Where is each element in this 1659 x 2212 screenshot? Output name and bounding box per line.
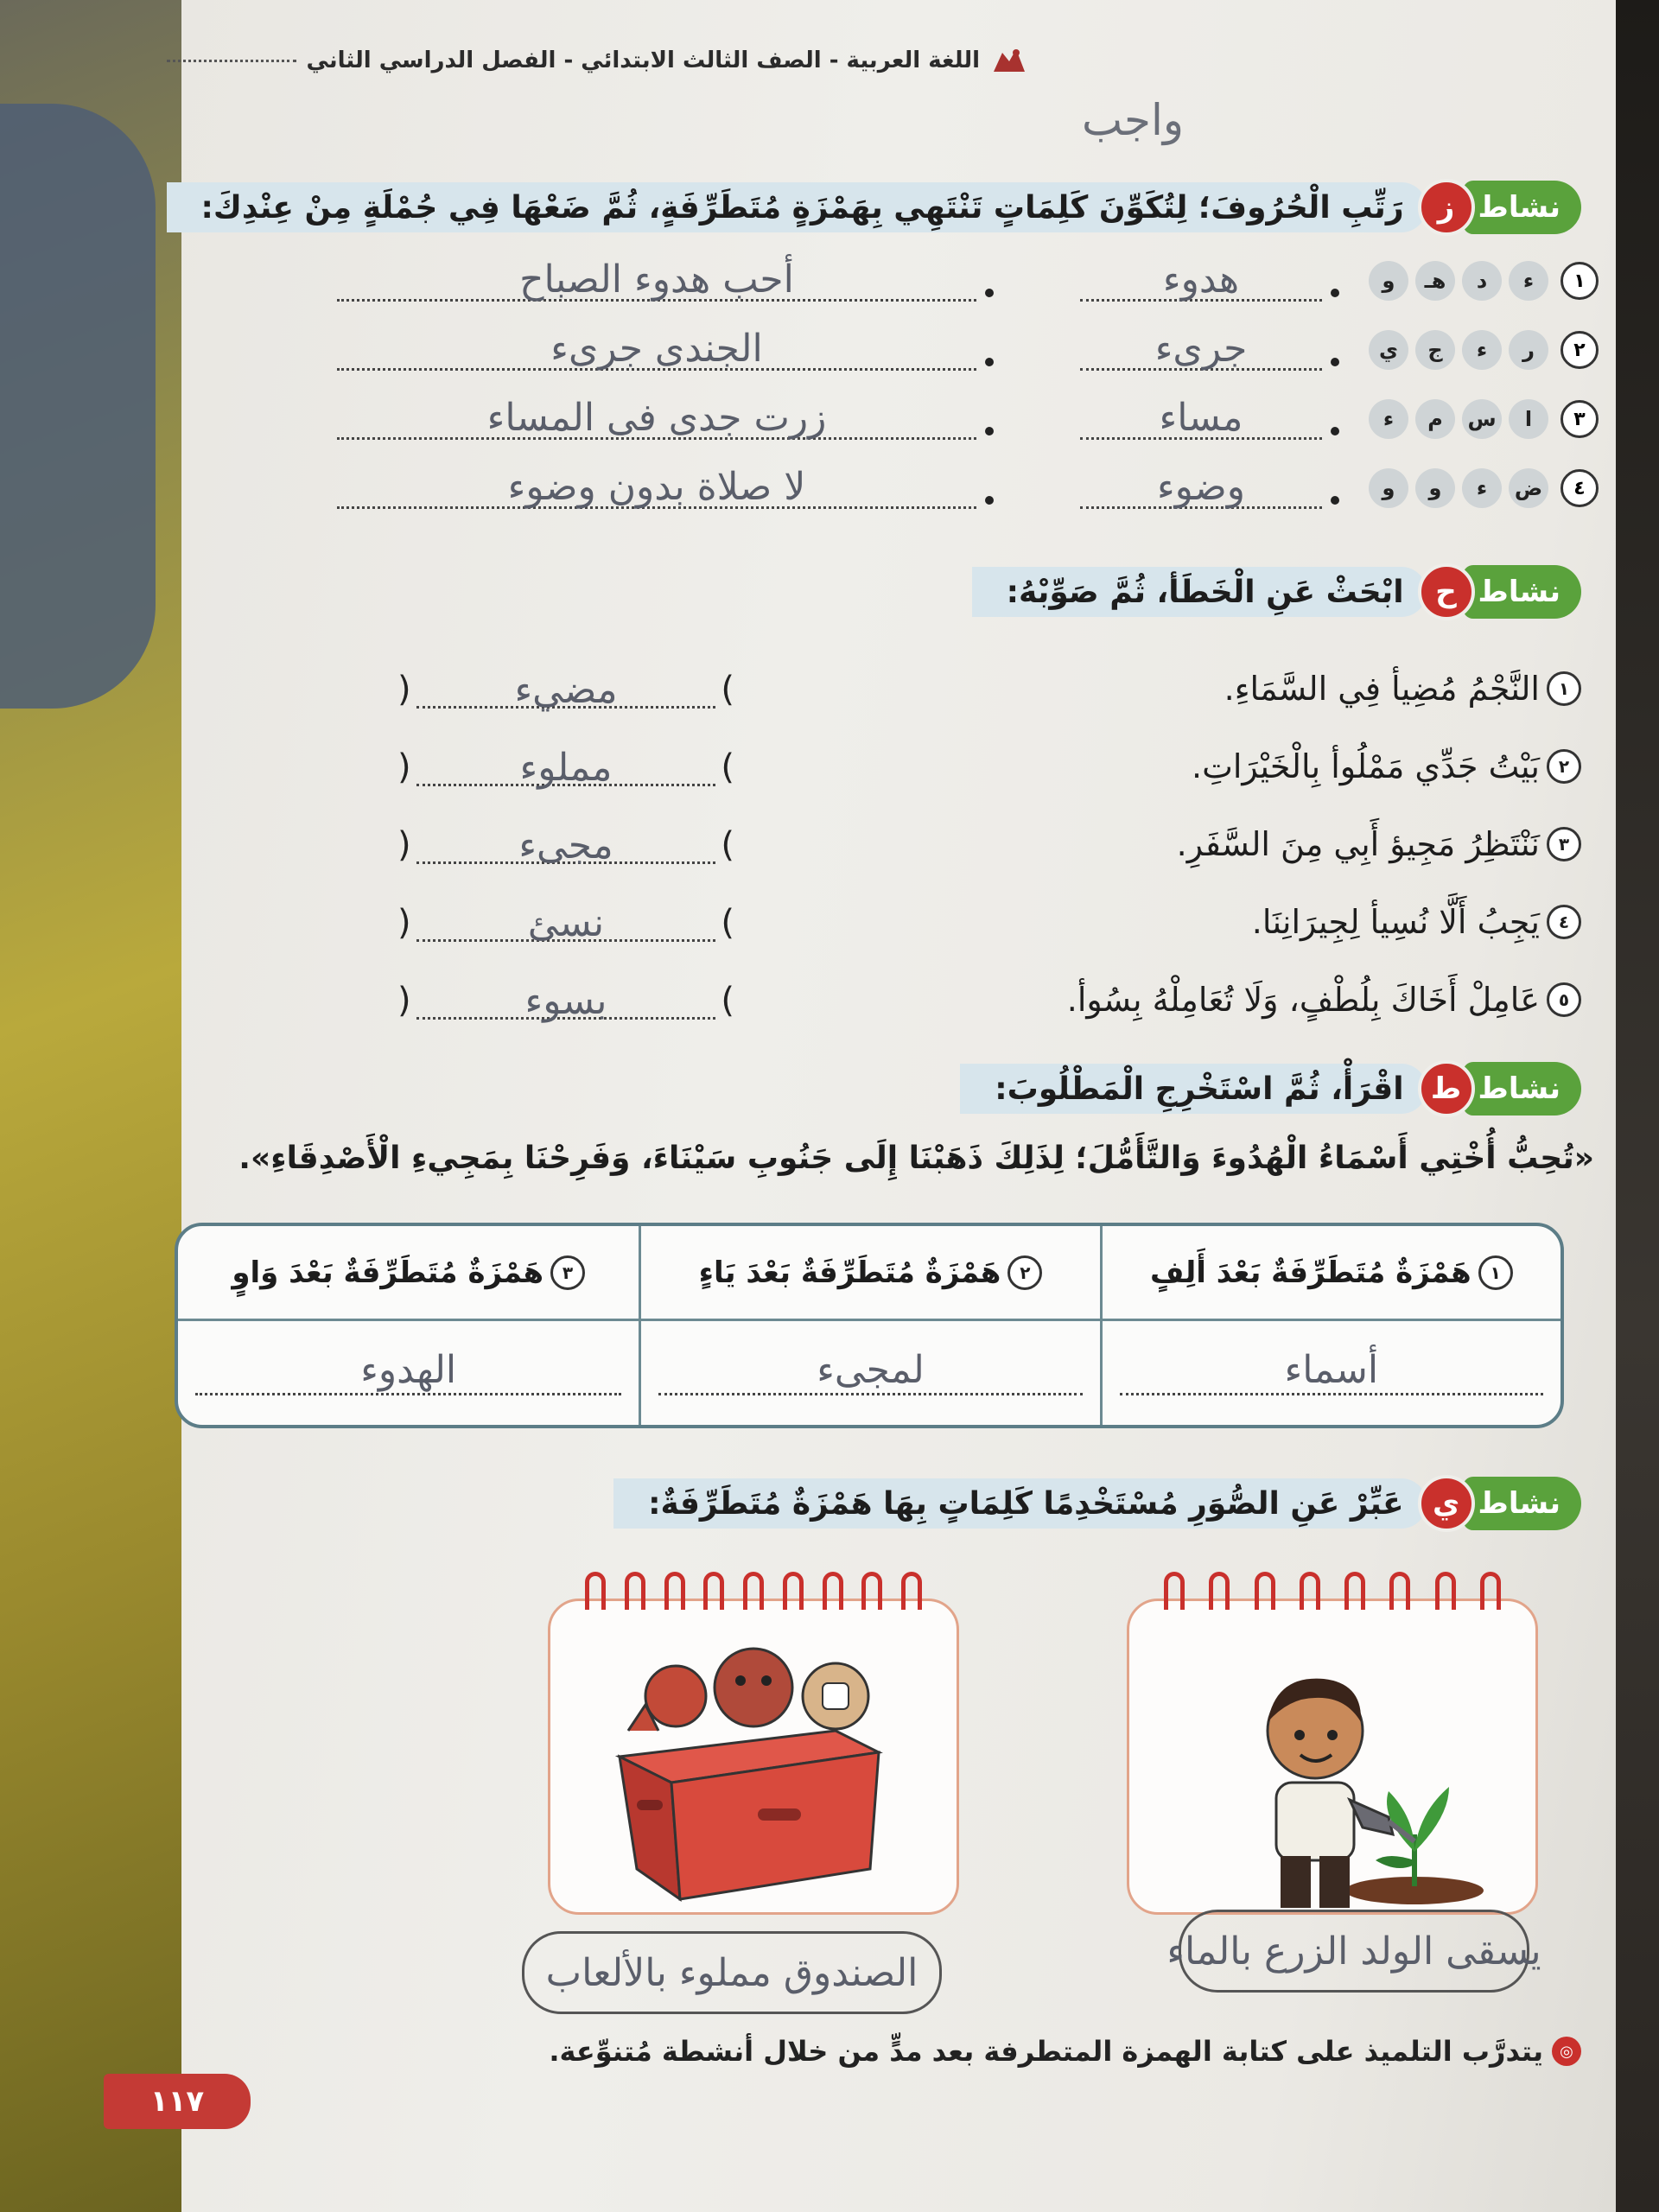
correction-answer[interactable]: ) مجىء ( [397, 823, 734, 868]
correction-row [302, 972, 1599, 1041]
answer-sentence[interactable]: لا صلاة بدون وضوء [337, 468, 976, 509]
picture-frame-toys [548, 1599, 959, 1915]
row-number: ٢ [1560, 331, 1599, 369]
page-number: ١١٧ [104, 2074, 251, 2129]
paren-open: ) [721, 981, 734, 1020]
arrange-row [302, 320, 1599, 380]
letter-tiles [1369, 468, 1548, 508]
correction-row [302, 739, 1599, 808]
header-rule [167, 60, 296, 62]
error-sentence: ٤ يَجِبُ أَلَّا نُسِيأ لِجِيرَانِنَا. [1252, 903, 1581, 941]
letter-tile: د [1462, 261, 1502, 301]
letter-tile: و [1415, 468, 1455, 508]
column-number: ٣ [550, 1255, 585, 1290]
letter-tiles [1369, 399, 1548, 439]
letter-tile: ي [1369, 330, 1408, 370]
spiral-rings [1164, 1572, 1501, 1610]
error-sentence: ١ النَّجْمُ مُضِيأ فِي السَّمَاءِ. [1224, 670, 1581, 708]
row-number: ٣ [1547, 827, 1581, 861]
correction-answer[interactable]: ) نسئ ( [397, 900, 734, 945]
letter-tile: س [1462, 399, 1502, 439]
letter-tile: ر [1509, 330, 1548, 370]
row-number: ٢ [1547, 749, 1581, 784]
correction-row [302, 894, 1599, 963]
boy-watering-plant-illustration [1129, 1601, 1535, 1912]
correction-row [302, 661, 1599, 730]
answer-word[interactable]: مساء [1080, 399, 1322, 440]
answer-sentence[interactable]: الجندى جرىء [337, 330, 976, 371]
letter-tiles [1369, 330, 1548, 370]
paren-close: ( [397, 825, 411, 865]
correction-answer[interactable]: ) بسوء ( [397, 978, 734, 1023]
letter-tile: و [1369, 468, 1408, 508]
caption-boy[interactable]: يسقى الولد الزرع بالماء [1179, 1910, 1529, 1993]
correction-answer[interactable]: ) مضيء ( [397, 667, 734, 712]
arrange-row [302, 251, 1599, 311]
answer-word[interactable]: جرىء [1080, 330, 1322, 371]
activity-badge: نشاط [1463, 181, 1581, 234]
activity-badge: نشاط [1463, 565, 1581, 619]
activity-z-heading [167, 177, 1581, 238]
row-number: ١ [1560, 262, 1599, 300]
activity-instruction: عَبِّرْ عَنِ الصُّوَرِ مُسْتَخْدِمًا كَلِمَاتٍ بِهَا هَمْزَةٌ مُتَطَرِّفَةٌ: [613, 1478, 1426, 1529]
column-number: ١ [1478, 1255, 1513, 1290]
bullet [985, 289, 994, 297]
activity-letter: ي [1418, 1475, 1475, 1532]
letter-tile: ء [1462, 330, 1502, 370]
paren-open: ) [721, 825, 734, 865]
bullet [985, 427, 994, 435]
error-sentence: ٥ عَامِلْ أَخَاكَ بِلُطْفٍ، وَلَا تُعَامِلْهُ بِسُوأ. [1067, 981, 1581, 1019]
paren-open: ) [721, 747, 734, 787]
activity-instruction: ابْحَثْ عَنِ الْخَطَأ، ثُمَّ صَوِّبْهُ: [972, 567, 1427, 617]
page-header [167, 35, 1028, 86]
activity-letter: ط [1418, 1060, 1475, 1117]
bullet [1331, 358, 1339, 366]
answer-sentence[interactable]: أحب هدوء الصباح [337, 261, 976, 302]
arrange-row [302, 389, 1599, 449]
error-sentence: ٢ بَيْتُ جَدِّي مَمْلُوأ بِالْخَيْرَاتِ. [1192, 747, 1581, 785]
caption-toys[interactable]: الصندوق مملوء بالألعاب [522, 1931, 942, 2014]
answer-word[interactable]: وضوء [1080, 468, 1322, 509]
activity-t-heading [960, 1058, 1581, 1119]
answer-word[interactable]: هدوء [1080, 261, 1322, 302]
pharaoh-logo-icon [990, 46, 1028, 75]
correction-row [302, 817, 1599, 886]
row-number: ٣ [1560, 400, 1599, 438]
row-number: ٤ [1560, 469, 1599, 507]
bullet [1331, 496, 1339, 505]
activity-instruction: اقْرَأْ، ثُمَّ اسْتَخْرِجِ الْمَطْلُوبَ: [960, 1064, 1426, 1114]
spiral-rings [585, 1572, 922, 1610]
answer-sentence[interactable]: زرت جدى فى المساء [337, 399, 976, 440]
bullet [985, 358, 994, 366]
toy-box-illustration [550, 1601, 957, 1912]
table-header-after-alif: ١ هَمْزَةٌ مُتَطَرِّفَةٌ بَعْدَ أَلِفٍ [1100, 1226, 1560, 1321]
letter-tile: ا [1509, 399, 1548, 439]
activity-badge: نشاط [1463, 1477, 1581, 1530]
row-number: ٤ [1547, 905, 1581, 939]
bullet [1331, 427, 1339, 435]
paren-close: ( [397, 747, 411, 787]
activity-letter: ح [1418, 563, 1475, 620]
table-header-after-ya: ٢ هَمْزَةٌ مُتَطَرِّفَةٌ بَعْدَ يَاءٍ [639, 1226, 1099, 1321]
activity-y-heading [613, 1473, 1581, 1534]
letter-tile: ء [1369, 399, 1408, 439]
table-answer-after-ya[interactable]: لمجىء [639, 1321, 1099, 1425]
paren-close: ( [397, 903, 411, 943]
table-answer-after-waw[interactable]: الهدوء [178, 1321, 639, 1425]
letter-tile: ء [1462, 468, 1502, 508]
letter-tile: ج [1415, 330, 1455, 370]
activity-letter: ز [1418, 179, 1475, 236]
letter-tile: ء [1509, 261, 1548, 301]
activity-h-heading [972, 562, 1581, 622]
paren-close: ( [397, 670, 411, 709]
target-icon: ◎ [1552, 2037, 1581, 2066]
row-number: ١ [1547, 671, 1581, 706]
paren-close: ( [397, 981, 411, 1020]
paren-open: ) [721, 670, 734, 709]
reading-passage: «تُحِبُّ أُخْتِي أَسْمَاءُ الْهُدُوءَ وَالتَّأَمُّلَ؛ لِذَلِكَ ذَهَبْنَا إِلَى جَنُوبِ سَيْنَاءَ، وَفَرِحْنَا بِمَجِيءِ الْأَصْدِقَاءِ». [238, 1141, 1594, 1176]
handwritten-note-homework: واجب [1081, 95, 1184, 145]
header-title: اللغة العربية - الصف الثالث الابتدائي - الفصل الدراسي الثاني [306, 48, 980, 73]
bullet [1331, 289, 1339, 297]
column-number: ٢ [1007, 1255, 1042, 1290]
error-sentence: ٣ نَنْتَظِرُ مَجِيؤ أَبِي مِنَ السَّفَرِ. [1177, 825, 1581, 863]
letter-tile: و [1369, 261, 1408, 301]
footer-objective: ◎ يتدرَّب التلميذ على كتابة الهمزة المتطرفة بعد مدٍّ من خلال أنشطة مُتنوِّعة. [549, 2035, 1581, 2068]
letter-tile: م [1415, 399, 1455, 439]
table-answer-after-alif[interactable]: أسماء [1100, 1321, 1560, 1425]
letter-tiles [1369, 261, 1548, 301]
hamza-table [175, 1223, 1564, 1428]
activity-instruction: رَتِّبِ الْحُرُوفَ؛ لِتُكَوِّنَ كَلِمَاتٍ تَنْتَهِي بِهَمْزَةٍ مُتَطَرِّفَةٍ، ثُمَّ ضَعْهَا فِي جُمْلَةٍ مِنْ عِنْدِكَ: [167, 182, 1427, 232]
workbook-page [149, 0, 1616, 2212]
correction-answer[interactable]: ) مملوء ( [397, 745, 734, 790]
arrange-row [302, 458, 1599, 518]
paren-open: ) [721, 903, 734, 943]
activity-badge: نشاط [1463, 1062, 1581, 1116]
table-header-after-waw: ٣ هَمْزَةٌ مُتَطَرِّفَةٌ بَعْدَ وَاوٍ [178, 1226, 639, 1321]
row-number: ٥ [1547, 982, 1581, 1017]
bullet [985, 496, 994, 505]
letter-tile: هـ [1415, 261, 1455, 301]
letter-tile: ض [1509, 468, 1548, 508]
picture-frame-boy [1127, 1599, 1538, 1915]
